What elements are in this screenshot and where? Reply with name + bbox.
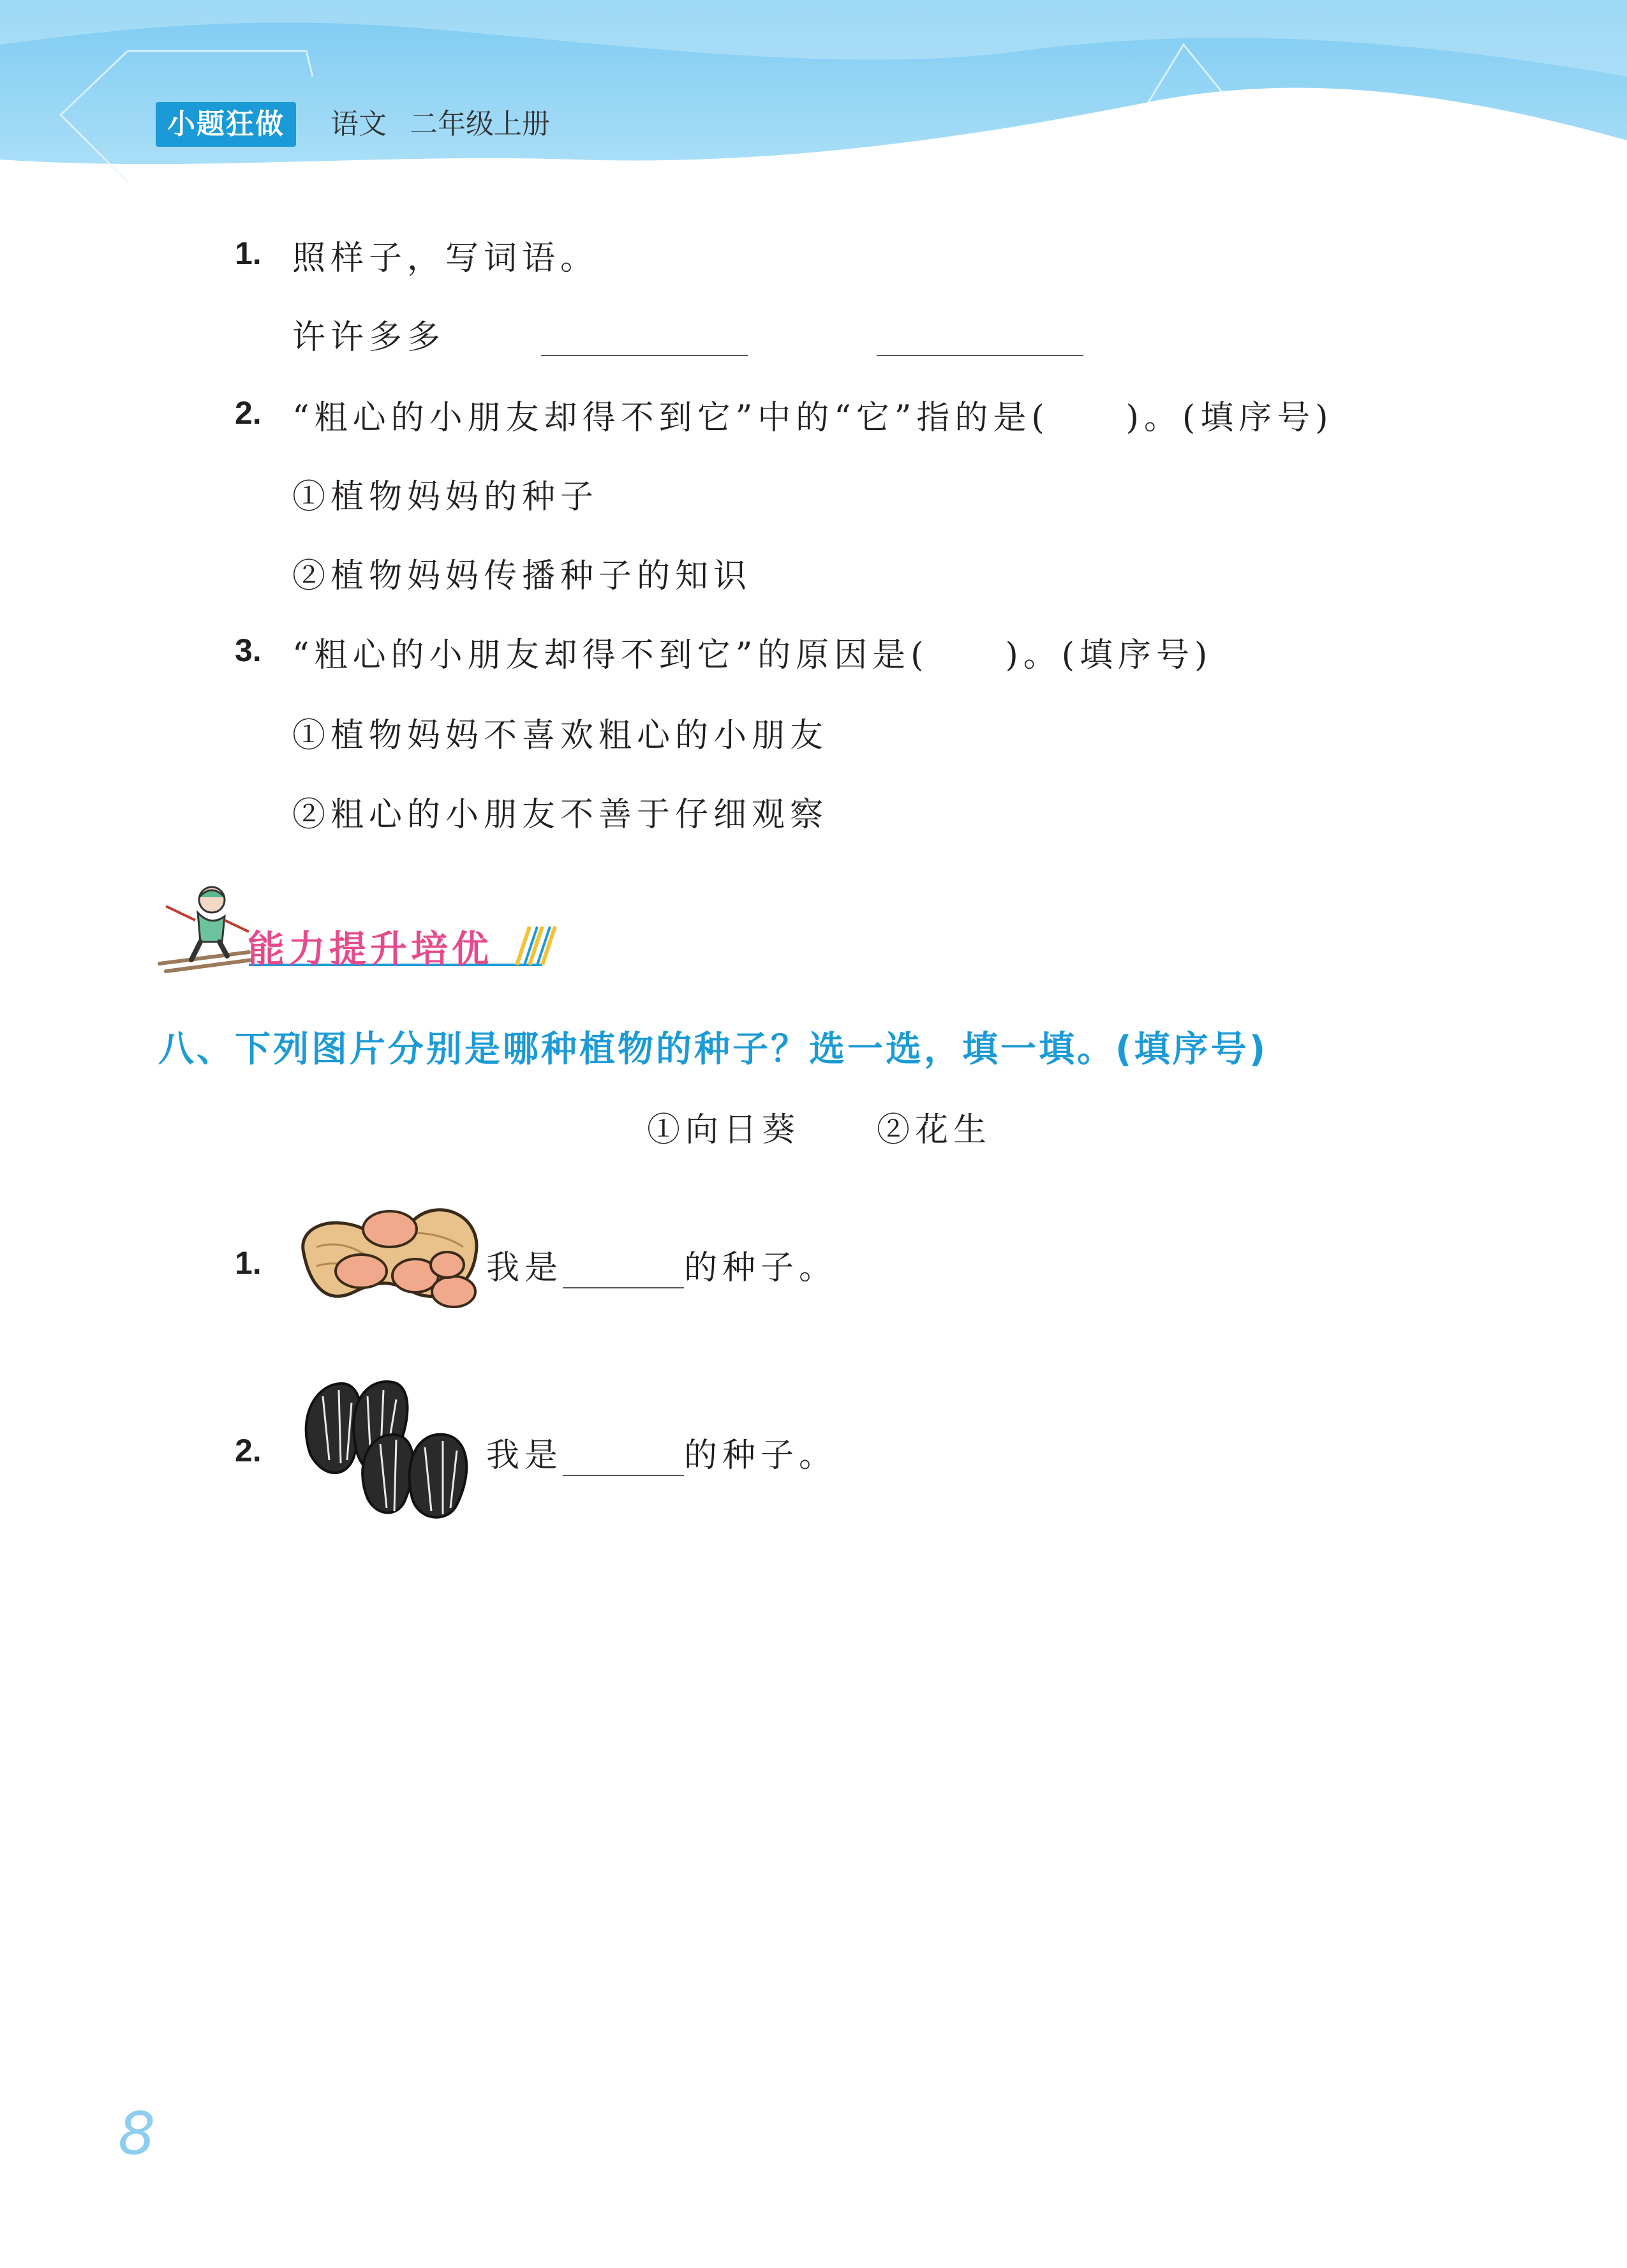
item-2-after: 的种子。 <box>684 1436 838 1475</box>
section-8-choices: ①向日葵 ②花生 <box>647 1111 992 1149</box>
grade-label: 二年级上册 <box>410 108 550 140</box>
question-3-option-1: ①植物妈妈不喜欢粗心的小朋友 <box>292 717 829 755</box>
item-1-number: 1. <box>235 1245 262 1281</box>
question-1-prompt: 照样子，写词语。 <box>292 239 599 278</box>
item-1-answer-line <box>486 1241 837 1288</box>
item-1-blank[interactable] <box>563 1251 684 1288</box>
question-1-blank-1[interactable] <box>541 355 748 356</box>
skier-illustration <box>153 881 255 983</box>
question-3-option-2: ②粗心的小朋友不善于仔细观察 <box>292 796 829 834</box>
question-1-blank-2[interactable] <box>877 355 1083 356</box>
question-1-number: 1. <box>235 235 262 271</box>
peanut-image <box>291 1196 482 1324</box>
header-subject <box>331 102 573 147</box>
question-3-number: 3. <box>235 632 262 668</box>
question-2-option-1: ①植物妈妈的种子 <box>292 478 599 516</box>
item-2-number: 2. <box>235 1433 262 1468</box>
question-2-option-2: ②植物妈妈传播种子的知识 <box>292 557 752 595</box>
item-2-answer-line <box>486 1428 837 1476</box>
subject-label: 语文 <box>331 108 387 140</box>
item-2-blank[interactable] <box>563 1439 684 1476</box>
section-8-title: 八、下列图片分别是哪种植物的种子？选一选，填一填。(填序号) <box>158 1029 1268 1070</box>
banner-title: 能力提升培优 <box>248 927 493 971</box>
item-1-after: 的种子。 <box>684 1249 838 1287</box>
page-number: 8 <box>118 2100 156 2168</box>
item-2-before: 我是 <box>486 1436 563 1475</box>
item-1-before: 我是 <box>486 1249 563 1287</box>
question-2-prompt: “粗心的小朋友却得不到它”中的“它”指的是( )。(填序号) <box>292 399 1334 437</box>
question-2-number: 2. <box>235 395 262 431</box>
brand-badge: 小题狂做 <box>156 102 296 147</box>
sunflower-seeds-image <box>291 1371 489 1524</box>
question-3-prompt: “粗心的小朋友却得不到它”的原因是( )。(填序号) <box>292 636 1213 675</box>
question-1-example: 许许多多 <box>292 318 446 357</box>
